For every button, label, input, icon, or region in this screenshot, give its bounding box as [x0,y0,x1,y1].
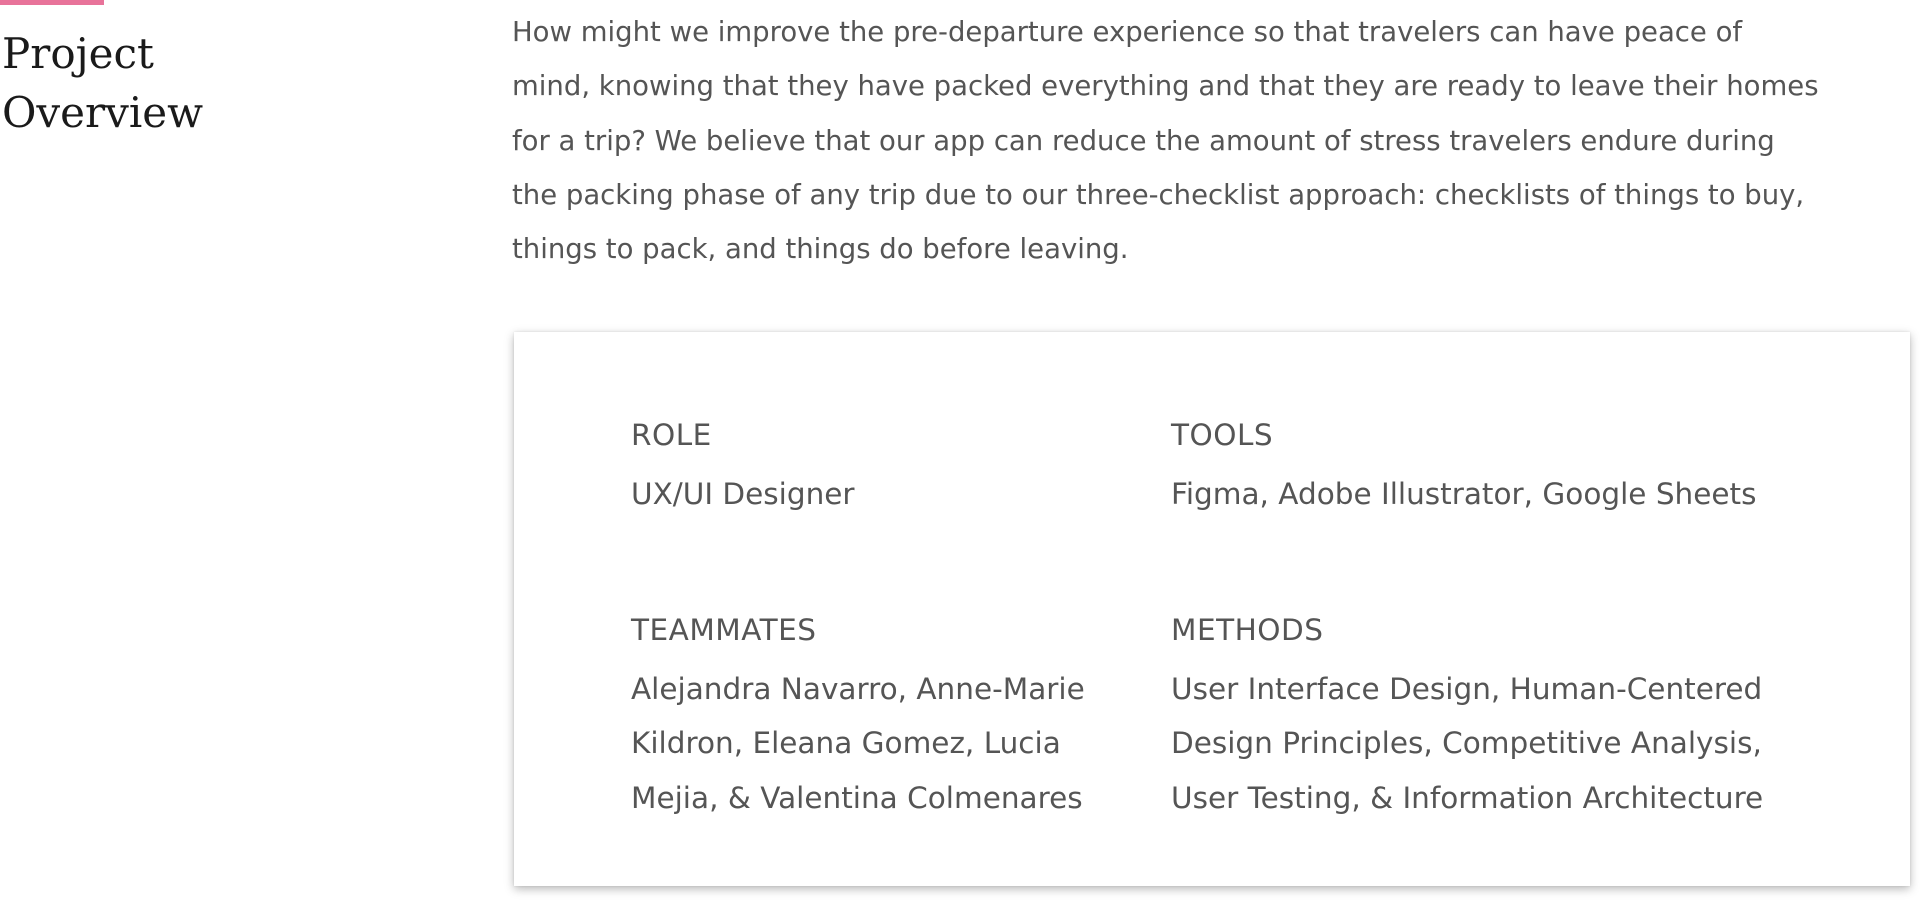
methods-label: METHODS [1171,613,1324,647]
methods-block [1171,610,1763,825]
section-title [2,24,302,142]
methods-value-line: Design Principles, Competitive Analysis, [1171,726,1762,761]
section-title-line: Project [2,29,154,78]
overview-line: things to pack, and things do before leaving. [512,233,1129,266]
methods-value [1171,662,1763,825]
overview-line: for a trip? We believe that our app can reduce the amount of stress travelers endure during [512,124,1775,157]
methods-value-line: User Testing, & Information Architecture [1171,780,1764,815]
role-block [631,415,855,521]
overview-line: the packing phase of any trip due to our three-checklist approach: checklists of things to buy, [512,178,1805,211]
teammates-value-line: Kildron, Eleana Gomez, Lucia [631,726,1061,761]
teammates-value-line: Alejandra Navarro, Anne-Marie [631,672,1085,706]
tools-label: TOOLS [1171,418,1274,452]
role-value-line: UX/UI Designer [631,477,855,511]
overview-line: How might we improve the pre-departure experience so that travelers can have peace of [512,16,1743,48]
teammates-label: TEAMMATES [631,613,817,647]
methods-value-line: User Interface Design, Human-Centered [1171,672,1763,706]
teammates-value-line: Mejia, & Valentina Colmenares [631,780,1083,815]
project-info-card [514,332,1910,886]
tools-block [1171,415,1757,521]
overview-paragraph [512,5,1907,276]
role-label: ROLE [631,418,712,452]
teammates-block [631,610,1085,825]
tools-value-line: Figma, Adobe Illustrator, Google Sheets [1171,477,1757,511]
role-value [631,467,855,521]
tools-value [1171,467,1757,521]
overview-line: mind, knowing that they have packed everything and that they are ready to leave their homes [512,70,1819,103]
section-title-line: Overview [2,88,204,137]
teammates-value [631,662,1085,825]
accent-bar [0,0,104,5]
